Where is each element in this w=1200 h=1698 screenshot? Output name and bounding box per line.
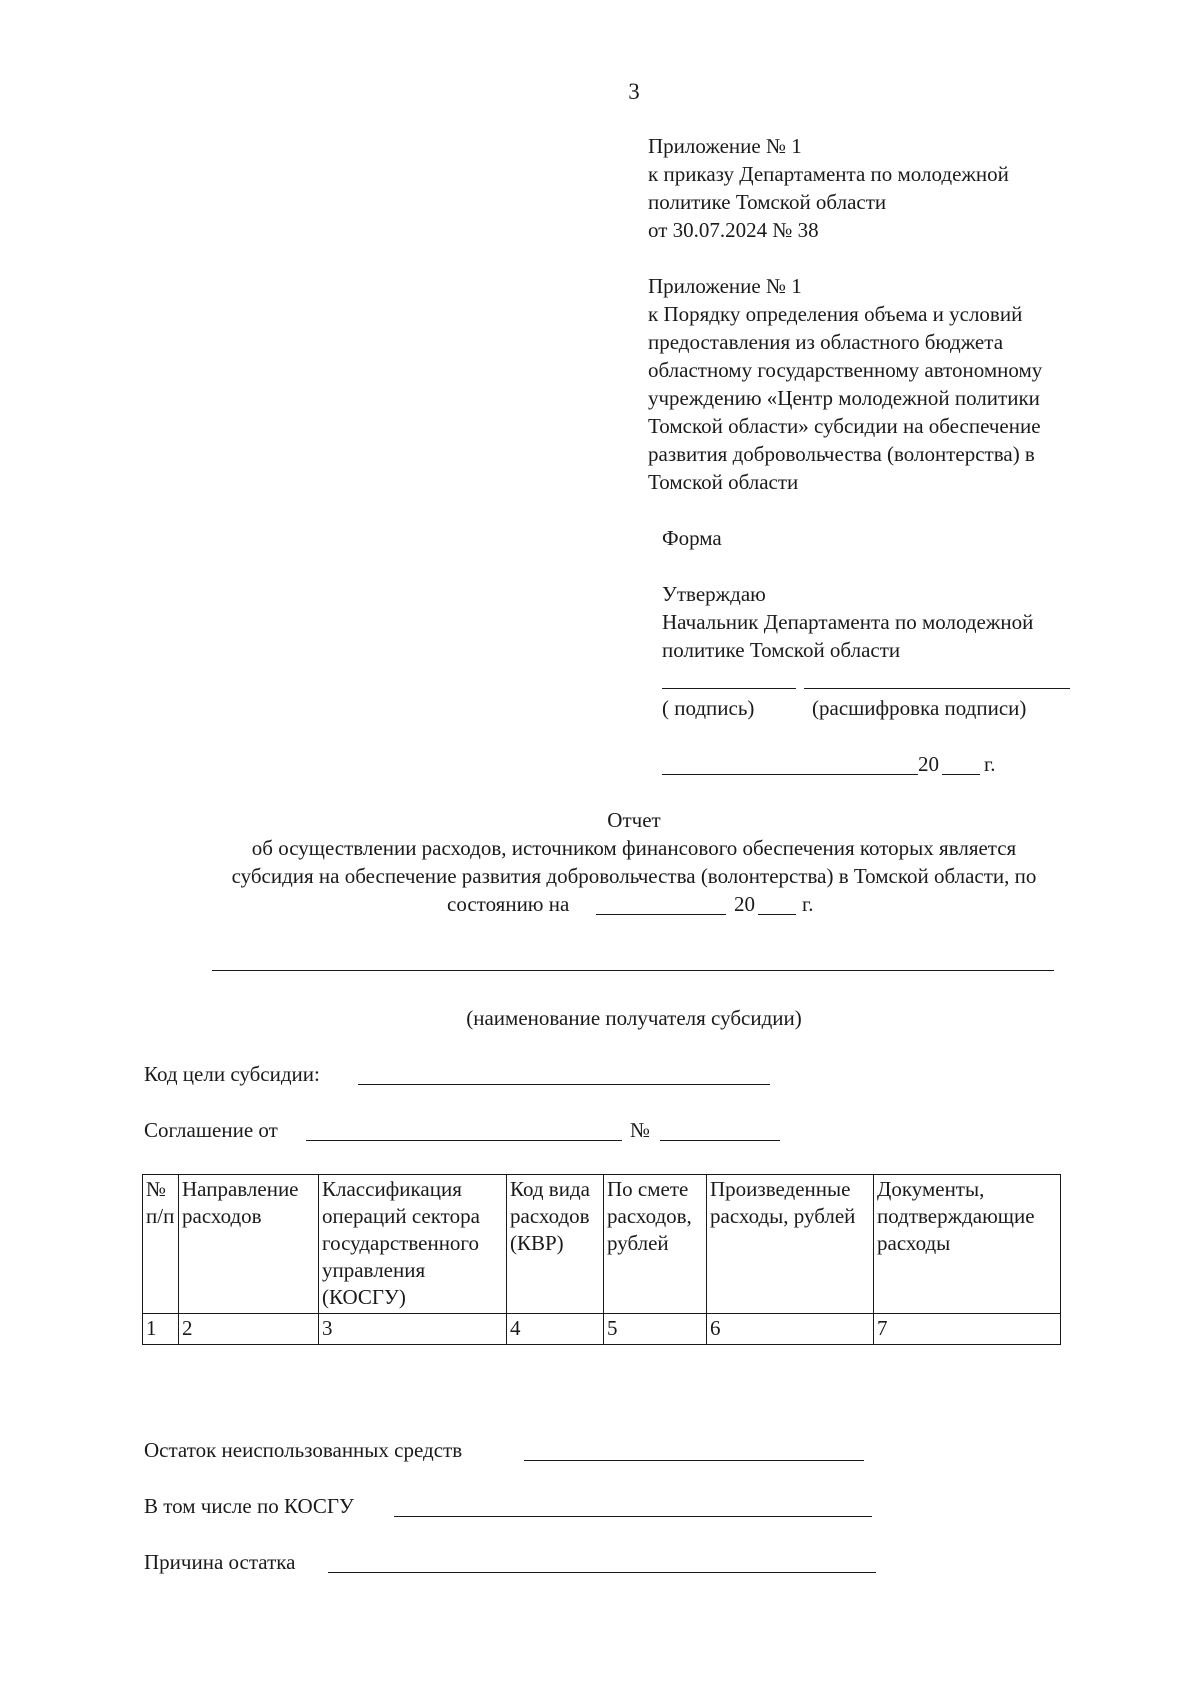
header-cell: Классификация операций сектора государственного управления (КОСГУ): [319, 1175, 507, 1314]
reason-label: Причина остатка: [144, 1550, 296, 1574]
appendix-procedure-line: Томской области: [648, 470, 799, 494]
agreement-number-label: №: [630, 1118, 651, 1142]
appendix-order-line: политике Томской области: [648, 190, 887, 214]
appendix-order-line: Приложение № 1: [648, 134, 802, 158]
page-number: 3: [628, 79, 640, 104]
column-number-cell: 5: [604, 1314, 707, 1345]
agreement-label: Соглашение от: [144, 1118, 278, 1142]
appendix-order-block: [648, 132, 1009, 244]
remainder-line[interactable]: [524, 1438, 864, 1461]
signature-caption: ( подпись): [662, 696, 755, 720]
report-title-line: об осуществлении расходов, источником финансового обеспечения которых является: [251, 836, 1017, 860]
table-header-row: [143, 1175, 1061, 1314]
column-number-cell: 7: [874, 1314, 1061, 1345]
header-cell: Документы, подтверждающие расходы: [874, 1175, 1061, 1314]
appendix-procedure-line: Томской области» субсидии на обеспечение: [648, 414, 1041, 438]
header-cell: Код вида расходов (КВР): [507, 1175, 604, 1314]
column-number-cell: 6: [707, 1314, 874, 1345]
approval-year-prefix: 20: [918, 752, 939, 776]
form-label: Форма: [662, 526, 722, 550]
approval-line: Утверждаю: [662, 582, 766, 606]
recipient-name-line[interactable]: [212, 948, 1054, 971]
remainder-label: Остаток неиспользованных средств: [144, 1438, 463, 1462]
agreement-date-line[interactable]: [306, 1118, 622, 1141]
subsidy-code-line[interactable]: [358, 1062, 770, 1085]
subsidy-code-label: Код цели субсидии:: [144, 1062, 320, 1086]
report-year-line[interactable]: [758, 892, 796, 915]
header-cell: Направление расходов: [179, 1175, 319, 1314]
appendix-procedure-block: [648, 272, 1042, 496]
approval-block: [662, 580, 1033, 664]
agreement-number-line[interactable]: [660, 1118, 780, 1141]
appendix-procedure-line: к Порядку определения объема и условий: [648, 302, 1023, 326]
column-number-cell: 1: [143, 1314, 179, 1345]
kosgu-label: В том числе по КОСГУ: [144, 1494, 354, 1518]
approval-line: Начальник Департамента по молодежной: [662, 610, 1034, 634]
approval-year-line[interactable]: [942, 752, 980, 775]
appendix-procedure-line: Приложение № 1: [648, 274, 802, 298]
column-number-cell: 2: [179, 1314, 319, 1345]
report-date-line[interactable]: [596, 892, 726, 915]
appendix-procedure-line: учреждению «Центр молодежной политики: [648, 386, 1040, 410]
reason-line[interactable]: [328, 1550, 876, 1573]
header-cell: Произведенные расходы, рублей: [707, 1175, 874, 1314]
appendix-procedure-line: предоставления из областного бюджета: [648, 330, 1004, 354]
table-row: [143, 1314, 1061, 1345]
kosgu-line[interactable]: [394, 1494, 872, 1517]
report-title-line: субсидия на обеспечение развития добровольчества (волонтерства) в Томской области, по: [231, 864, 1037, 888]
signature-decode-caption: (расшифровка подписи): [812, 696, 1027, 720]
approval-line: политике Томской области: [662, 638, 901, 662]
approval-year-suffix: г.: [984, 752, 996, 776]
expense-report-table: [142, 1174, 1061, 1345]
appendix-procedure-line: развития добровольчества (волонтерства) в: [648, 442, 1035, 466]
column-number-cell: 4: [507, 1314, 604, 1345]
appendix-order-line: к приказу Департамента по молодежной: [648, 162, 1009, 186]
header-cell: По смете расходов, рублей: [604, 1175, 707, 1314]
signature-line[interactable]: [662, 666, 796, 689]
report-date-prefix: состоянию на: [447, 892, 570, 916]
appendix-procedure-line: областному государственному автономному: [648, 358, 1043, 382]
column-number-cell: 3: [319, 1314, 507, 1345]
report-year-suffix: г.: [802, 892, 814, 916]
header-cell: № п/п: [143, 1175, 179, 1314]
appendix-order-line: от 30.07.2024 № 38: [648, 218, 819, 242]
report-year-prefix: 20: [734, 892, 755, 916]
signature-decode-line[interactable]: [804, 666, 1070, 689]
recipient-caption: (наименование получателя субсидии): [466, 1006, 802, 1030]
report-title: Отчет: [607, 808, 661, 832]
approval-date-line[interactable]: [662, 752, 918, 775]
